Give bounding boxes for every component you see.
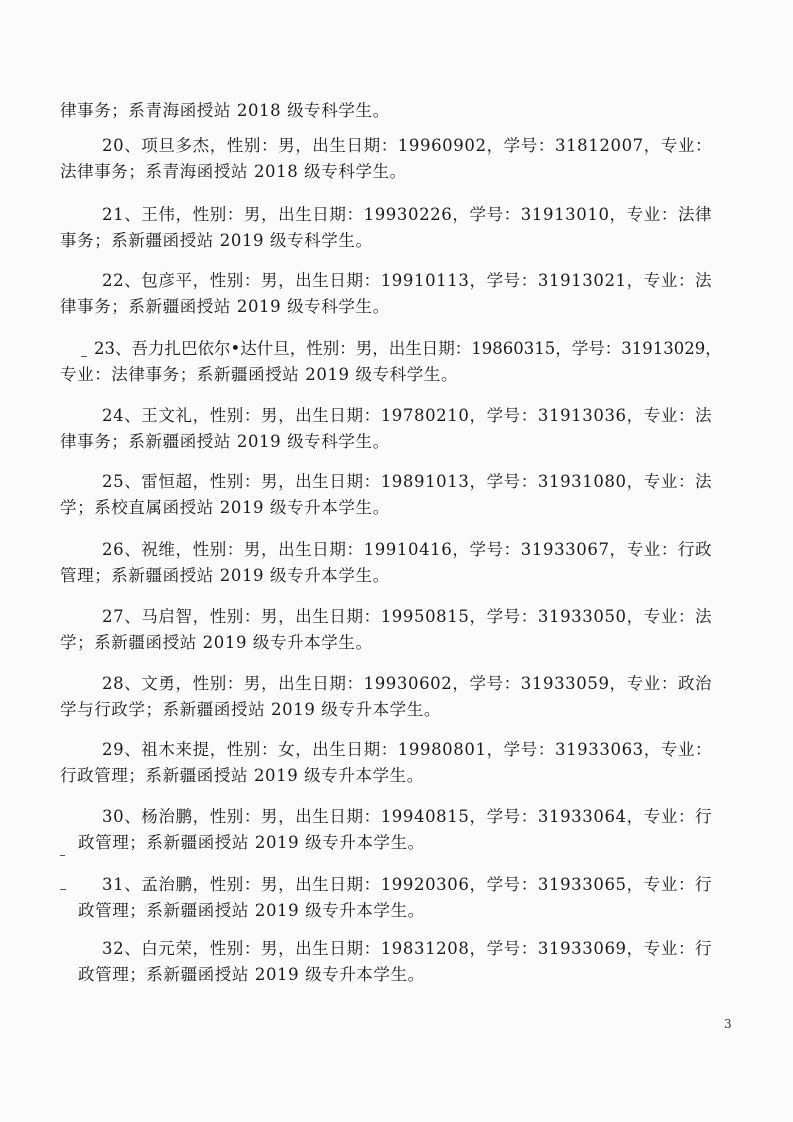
student-entry-29	[60, 737, 740, 789]
paragraph-line: 31、孟治鹏，性别：男，出生日期：19920306，学号：31933065，专业：行	[102, 875, 713, 894]
student-entry-22	[60, 268, 740, 320]
paragraph-line: 30、杨治鹏，性别：男，出生日期：19940815，学号：31933064，专业：行	[102, 807, 713, 826]
page-number: 3	[724, 1017, 732, 1031]
paragraph-line: 28、文勇，性别：男，出生日期：19930602，学号：31933059，专业：政治	[102, 674, 713, 693]
paragraph-line: 23、吾力扎巴依尔•达什旦，性别：男，出生日期：19860315，学号：31913029，	[94, 339, 722, 358]
paragraph-line: 21、王伟，性别：男，出生日期：19930226，学号：31913010，专业：法律	[102, 205, 713, 224]
student-entry-31	[60, 872, 740, 924]
student-entry-21	[60, 202, 740, 254]
scan-artifact	[81, 356, 87, 357]
paragraph-line: 律事务；系新疆函授站 2019 级专科学生。	[60, 297, 390, 316]
paragraph-line: 专业：法律事务；系新疆函授站 2019 级专科学生。	[60, 365, 459, 384]
student-entry-26	[60, 537, 740, 589]
paragraph-line: 律事务；系新疆函授站 2019 级专科学生。	[60, 432, 390, 451]
student-entry-25	[60, 469, 740, 521]
paragraph-line: 22、包彦平，性别：男，出生日期：19910113，学号：31913021，专业：法	[102, 271, 713, 290]
paragraph-line: 学；系新疆函授站 2019 级专升本学生。	[60, 633, 373, 652]
student-entry-32	[60, 936, 740, 988]
paragraph-line: 24、王文礼，性别：男，出生日期：19780210，学号：31913036，专业：法	[102, 406, 713, 425]
student-entry-23	[60, 336, 740, 388]
paragraph-line: 20、项旦多杰，性别：男，出生日期：19960902，学号：31812007，专业：	[102, 136, 713, 155]
student-entry-28	[60, 671, 740, 723]
paragraph-line: 事务；系新疆函授站 2019 级专科学生。	[60, 231, 373, 250]
paragraph-line: 27、马启智，性别：男，出生日期：19950815，学号：31933050，专业：法	[102, 607, 713, 626]
paragraph-continuation	[60, 98, 740, 124]
paragraph-line: 29、祖木来提，性别：女，出生日期：19980801，学号：31933063，专业：	[102, 740, 713, 759]
paragraph-line: 行政管理；系新疆函授站 2019 级专升本学生。	[60, 766, 424, 785]
paragraph-line: 政管理；系新疆函授站 2019 级专升本学生。	[78, 901, 425, 920]
paragraph-line: 25、雷恒超，性别：男，出生日期：19891013，学号：31931080，专业：法	[102, 472, 713, 491]
paragraph-line: 32、白元荣，性别：男，出生日期：19831208，学号：31933069，专业：行	[102, 939, 713, 958]
paragraph-line: 管理；系新疆函授站 2019 级专升本学生。	[60, 566, 390, 585]
scan-artifact	[60, 889, 66, 890]
paragraph-line: 学；系校直属函授站 2019 级专升本学生。	[60, 498, 390, 517]
student-entry-20	[60, 133, 740, 185]
paragraph-line: 政管理；系新疆函授站 2019 级专升本学生。	[78, 833, 425, 852]
student-entry-24	[60, 403, 740, 455]
paragraph-line: 学与行政学；系新疆函授站 2019 级专升本学生。	[60, 700, 441, 719]
paragraph-line: 政管理；系新疆函授站 2019 级专升本学生。	[78, 965, 425, 984]
paragraph-line: 律事务；系青海函授站 2018 级专科学生。	[60, 101, 390, 120]
student-entry-30	[60, 804, 740, 856]
student-entry-27	[60, 604, 740, 656]
paragraph-line: 26、祝维，性别：男，出生日期：19910416，学号：31933067，专业：行政	[102, 540, 713, 559]
paragraph-line: 法律事务；系青海函授站 2018 级专科学生。	[60, 162, 407, 181]
scan-artifact	[60, 855, 65, 856]
